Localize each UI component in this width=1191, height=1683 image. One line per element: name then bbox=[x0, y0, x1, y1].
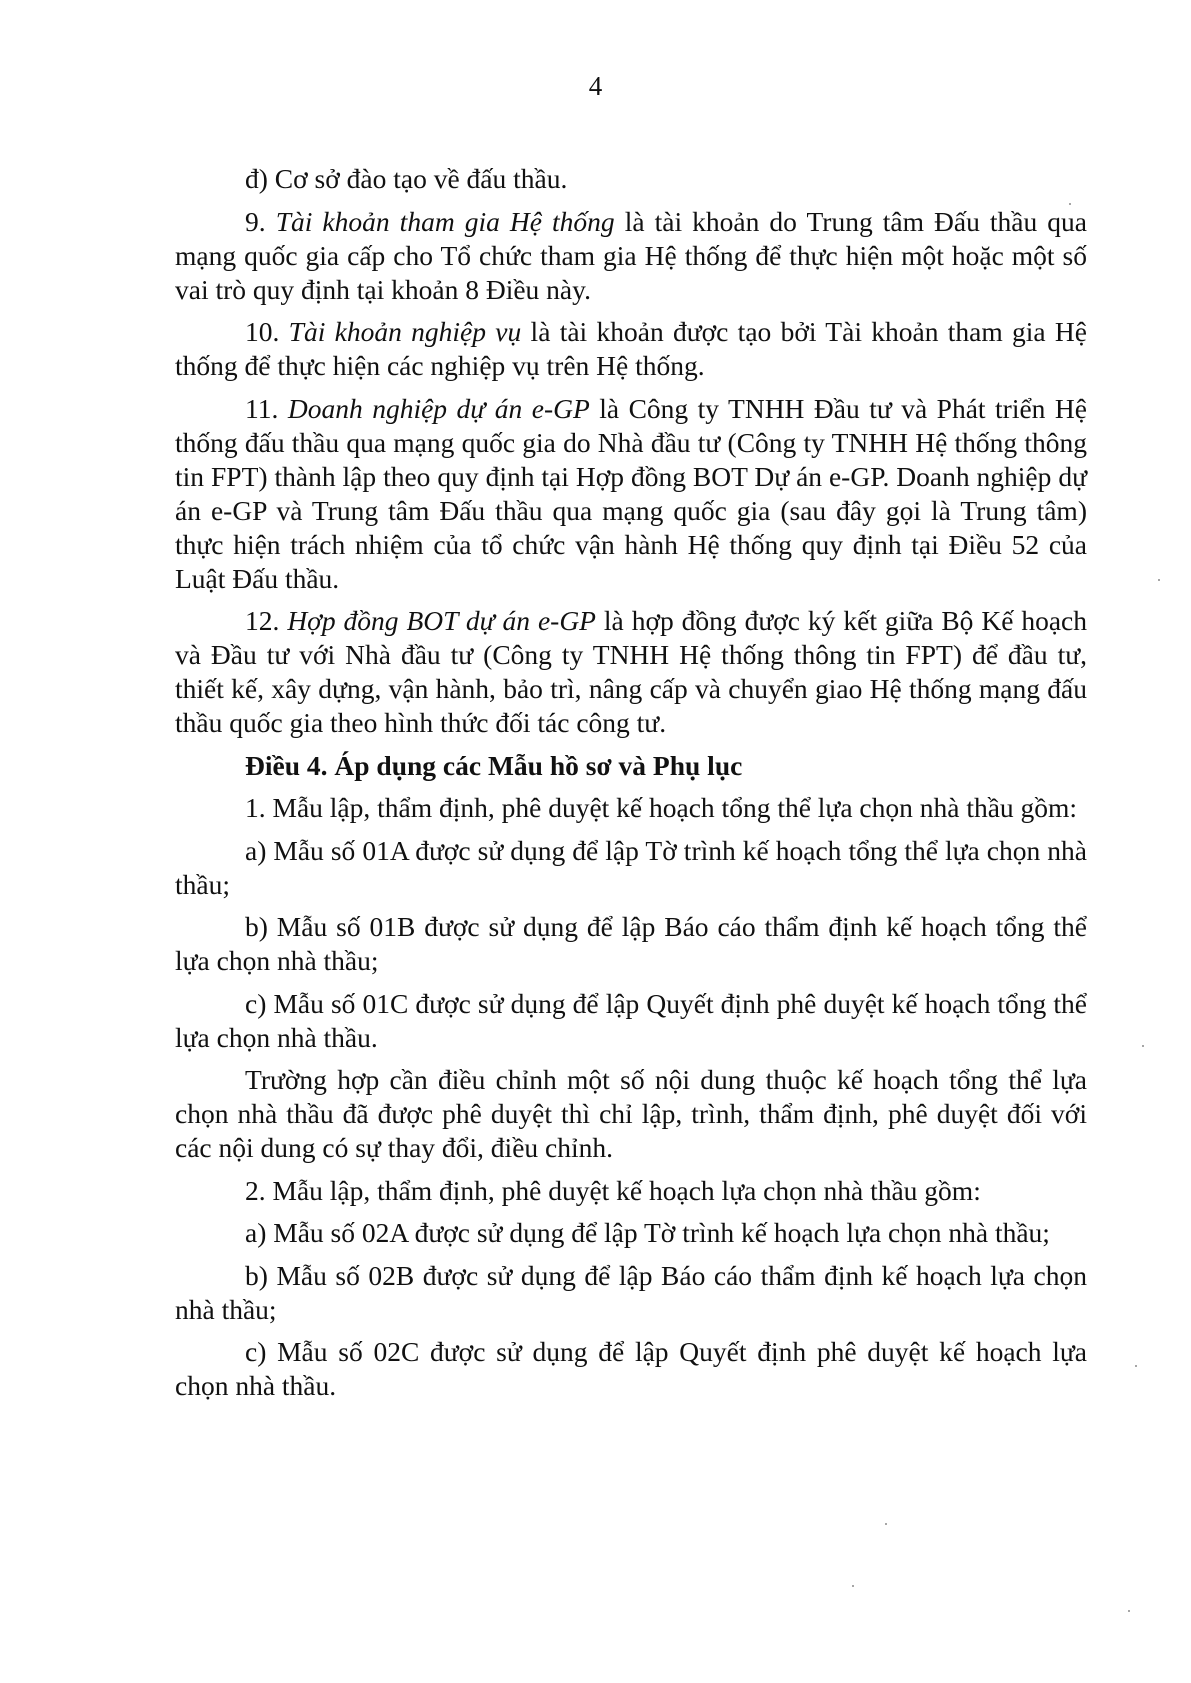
clause-d-training-institution: đ) Cơ sở đào tạo về đấu thầu. bbox=[245, 163, 568, 194]
definition-text: là tài khoản được tạo bởi Tài khoản tham gia Hệ thống để thực hiện các nghiệp vụ trên Hệ thống. bbox=[175, 316, 1087, 381]
article-4-item-1b: b) Mẫu số 01B được sử dụng để lập Báo cáo thẩm định kế hoạch tổng thể lựa chọn nhà thầu; bbox=[175, 911, 1087, 976]
definition-number: 9. bbox=[245, 205, 276, 237]
scan-speck bbox=[1069, 203, 1071, 205]
definition-text: là Công ty TNHH Đầu tư và Phát triển Hệ thống đấu thầu qua mạng quốc gia do Nhà đầu tư (Công ty TNHH Hệ thống thông tin FPT) thành lập theo quy định tại Hợp đồng BOT Dự án e-GP. Doanh nghiệp dự án e-GP và Trung tâm Đấu thầu qua mạng quốc gia (sau đây gọi là Trung tâm) thực hiện trách nhiệm của tổ chức vận hành Hệ thống quy định tại Điều 52 của Luật Đấu thầu. bbox=[175, 392, 1087, 594]
definition-text: là tài khoản do Trung tâm Đấu thầu qua mạng quốc gia cấp cho Tổ chức tham gia Hệ thống để thực hiện một hoặc một số vai trò quy định tại khoản 8 Điều này. bbox=[175, 205, 1087, 305]
defined-term: Tài khoản tham gia Hệ thống bbox=[275, 205, 615, 237]
article-4-item-1c: c) Mẫu số 01C được sử dụng để lập Quyết định phê duyệt kế hoạch tổng thể lựa chọn nhà thầu. bbox=[175, 987, 1087, 1053]
definition-11-egp-project-enterprise bbox=[175, 392, 1087, 596]
definition-number: 10. bbox=[245, 316, 289, 347]
definition-number: 12. bbox=[245, 605, 288, 636]
page-number: 4 bbox=[588, 71, 603, 101]
scan-speck bbox=[852, 1585, 854, 1587]
scan-speck bbox=[1128, 1610, 1130, 1612]
defined-term: Hợp đồng BOT dự án e-GP bbox=[287, 605, 596, 636]
article-4-item-1a: a) Mẫu số 01A được sử dụng để lập Tờ trình kế hoạch tổng thể lựa chọn nhà thầu; bbox=[175, 834, 1087, 900]
article-4-item-1-note: Trường hợp cần điều chỉnh một số nội dung thuộc kế hoạch tổng thể lựa chọn nhà thầu đã được phê duyệt thì chỉ lập, trình, thẩm định, phê duyệt đối với các nội dung có sự thay đổi, điều chỉnh. bbox=[175, 1064, 1087, 1163]
article-4-item-2a: a) Mẫu số 02A được sử dụng để lập Tờ trình kế hoạch lựa chọn nhà thầu; bbox=[245, 1217, 1050, 1248]
definition-text: là hợp đồng được ký kết giữa Bộ Kế hoạch và Đầu tư với Nhà đầu tư (Công ty TNHH Hệ thống thông tin FPT) để đầu tư, thiết kế, xây dựng, vận hành, bảo trì, nâng cấp và chuyển giao Hệ thống mạng đấu thầu quốc gia theo hình thức đối tác công tư. bbox=[175, 605, 1087, 738]
article-4-heading: Điều 4. Áp dụng các Mẫu hồ sơ và Phụ lục bbox=[245, 749, 743, 781]
definition-number: 11. bbox=[245, 392, 288, 424]
scan-speck bbox=[1135, 1365, 1137, 1367]
scan-speck bbox=[885, 1523, 887, 1525]
article-4-item-2: 2. Mẫu lập, thẩm định, phê duyệt kế hoạch lựa chọn nhà thầu gồm: bbox=[245, 1174, 981, 1206]
definition-12-bot-contract bbox=[175, 604, 1087, 740]
definition-9-participant-account bbox=[175, 205, 1087, 307]
definition-10-business-account bbox=[175, 315, 1087, 383]
scan-speck bbox=[1158, 579, 1160, 581]
article-4-item-1: 1. Mẫu lập, thẩm định, phê duyệt kế hoạch tổng thể lựa chọn nhà thầu gồm: bbox=[245, 792, 1078, 823]
article-4-item-2b: b) Mẫu số 02B được sử dụng để lập Báo cáo thẩm định kế hoạch lựa chọn nhà thầu; bbox=[175, 1259, 1087, 1325]
document-body bbox=[175, 162, 1087, 1412]
defined-term: Tài khoản nghiệp vụ bbox=[288, 316, 522, 347]
article-4-item-2c: c) Mẫu số 02C được sử dụng để lập Quyết định phê duyệt kế hoạch lựa chọn nhà thầu. bbox=[175, 1336, 1087, 1401]
scan-speck bbox=[1142, 1045, 1144, 1047]
defined-term: Doanh nghiệp dự án e-GP bbox=[287, 392, 590, 424]
